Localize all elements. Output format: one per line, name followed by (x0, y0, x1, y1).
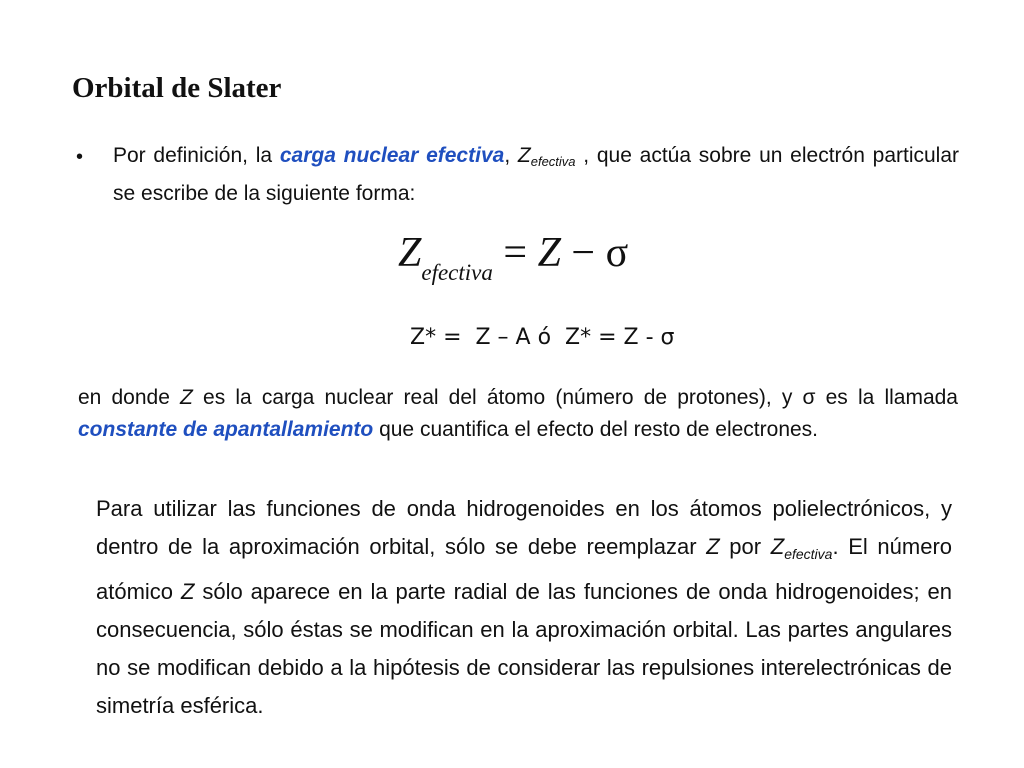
effective-charge-term: carga nuclear efectiva (279, 144, 505, 167)
para3-z3: Z (180, 579, 195, 604)
para3-text-2: por (719, 534, 771, 559)
para3-z2: Z (770, 534, 785, 559)
formula-minus-sigma: − σ (560, 230, 629, 276)
para2-text-1: en donde (78, 386, 181, 409)
bullet-marker: • (76, 146, 84, 168)
para1-text-3: , que actúa sobre un electrón particular se escribe de la siguiente forma: (113, 144, 960, 205)
z-subscript: efectiva (530, 154, 576, 169)
para1-text-1: Por definición, la (113, 144, 280, 167)
formula-z2: Z (537, 230, 561, 276)
para2-text-2: es la carga nuclear real del átomo (número de protones), y σ es la llamada (192, 386, 958, 409)
definition-paragraph (113, 140, 959, 210)
orbital-approximation-paragraph (96, 490, 952, 725)
alternative-formula: Z* = Z – A ó Z* = Z - σ (410, 325, 675, 350)
para1-text-2: , (504, 144, 518, 167)
z-symbol: Z (517, 144, 531, 167)
formula-equals: = (492, 230, 538, 276)
effective-charge-formula (398, 228, 628, 298)
explanation-paragraph (78, 382, 958, 446)
para2-text-3: que cuantifica el efecto del resto de electrones. (373, 418, 819, 441)
para3-text-1: Para utilizar las funciones de onda hidrogenoides en los átomos polielectrónicos, y dentro de la aproximación orbital, sólo se debe reemplazar (96, 496, 952, 559)
para2-z-symbol: Z (180, 386, 193, 409)
para3-z1: Z (706, 534, 720, 559)
slide-title: Orbital de Slater (72, 72, 282, 104)
para3-z2-subscript: efectiva (784, 546, 833, 562)
formula-z: Z (398, 230, 422, 276)
screening-constant-term: constante de apantallamiento (78, 418, 374, 441)
para3-text-3: . El número atómico (96, 534, 953, 604)
formula-subscript: efectiva (421, 260, 493, 285)
para3-text-4: sólo aparece en la parte radial de las funciones de onda hidrogenoides; en consecuencia, sólo éstas se modifican en la aproximación orbital. Las partes angulares no se modifican debido a la hipótesis de considerar las repulsiones interelectrónicas de simetría esférica. (96, 579, 952, 718)
